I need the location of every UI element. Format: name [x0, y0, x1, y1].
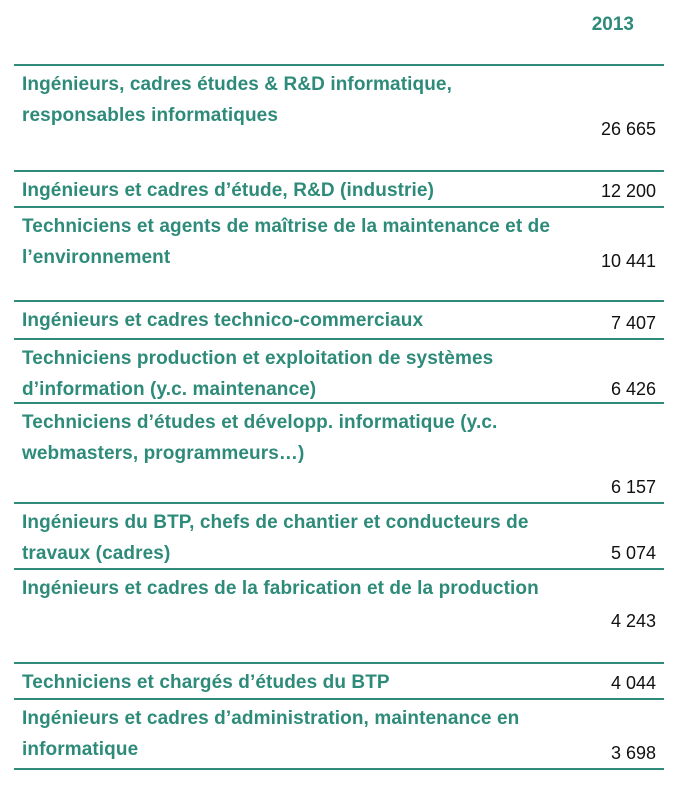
row-value: 4 044: [610, 673, 656, 693]
row-value: 4 243: [610, 611, 656, 631]
row-value: 26 665: [600, 119, 656, 139]
row-label: Ingénieurs, cadres études & R&D informatique, responsables informatiques: [22, 74, 452, 126]
table-row: [14, 662, 664, 698]
year-header: 2013: [591, 14, 634, 35]
row-label: Techniciens et agents de maîtrise de la maintenance et de l’environnement: [22, 216, 551, 268]
row-value: 6 157: [610, 477, 656, 497]
row-label: Techniciens production et exploitation de systèmes d’information (y.c. maintenance): [22, 348, 494, 400]
table-row: [14, 300, 664, 338]
row-label: Ingénieurs du BTP, chefs de chantier et conducteurs de travaux (cadres): [22, 512, 529, 564]
table-row: [14, 402, 664, 502]
table-row: [14, 170, 664, 206]
table-row: [14, 502, 664, 568]
row-value: 12 200: [600, 181, 656, 201]
row-label: Ingénieurs et cadres d’administration, maintenance en informatique: [22, 708, 520, 760]
row-value: 3 698: [610, 743, 656, 763]
table-row: [14, 568, 664, 636]
jobs-table: [14, 0, 664, 792]
row-value: 5 074: [610, 543, 656, 563]
row-label: Techniciens et chargés d’études du BTP: [22, 672, 390, 693]
row-value: 7 407: [610, 313, 656, 333]
row-value: 10 441: [600, 251, 656, 271]
table-row: [14, 698, 664, 770]
row-label: Ingénieurs et cadres de la fabrication et de la production: [22, 578, 539, 599]
row-value: 6 426: [610, 379, 656, 399]
row-label: Ingénieurs et cadres technico-commerciaux: [22, 310, 424, 331]
table-row: [14, 64, 664, 144]
row-label: Ingénieurs et cadres d’étude, R&D (industrie): [22, 180, 435, 201]
row-label: Techniciens d’études et développ. informatique (y.c. webmasters, programmeurs…): [22, 412, 498, 464]
table-row: [14, 338, 664, 404]
table-row: [14, 206, 664, 276]
